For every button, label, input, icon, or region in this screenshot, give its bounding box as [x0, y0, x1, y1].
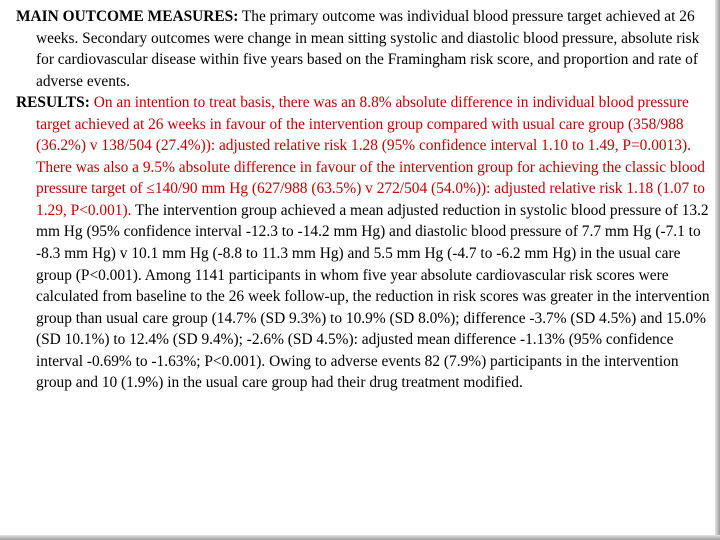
abstract-content	[16, 6, 713, 394]
results-highlighted-text: On an intention to treat basis, there was an 8.8% absolute difference in individual blood pressure target achieved at 26 weeks in favour of the intervention group compared with usual care group (358/988 (36.2%) v 138/504 (27.4%)): adjusted relative risk 1.28 (95% confidence interval 1.10 to 1.49, P=0.0013). There was also a 9.5% absolute difference in favour of the intervention group for achieving the classic blood pressure target of ≤140/90 mm Hg (627/988 (63.5%) v 272/504 (54.0%)): adjusted relative risk 1.18 (1.07 to 1.29, P<0.001).	[36, 94, 705, 219]
slide-shadow-right	[715, 0, 720, 540]
main-outcome-measures-label: MAIN OUTCOME MEASURES:	[16, 8, 239, 25]
results-text: The intervention group achieved a mean adjusted reduction in systolic blood pressure of 13.2 mm Hg (95% confidence interval -12.3 to -14.2 mm Hg) and diastolic blood pressure of 7.7 mm Hg (-7.1 to -8.3 mm Hg) v 10.1 mm Hg (-8.8 to 11.3 mm Hg) and 5.5 mm Hg (-4.7 to -6.2 mm Hg) in the usual care group (P<0.001). Among 1141 participants in whom five year absolute cardiovascular risk scores were calculated from baseline to the 26 week follow-up, the reduction in risk scores was greater in the intervention group than usual care group (14.7% (SD 9.3%) to 10.9% (SD 8.0%); difference -3.7% (SD 4.5%) and 15.0% (SD 10.1%) to 12.4% (SD 9.4%); -2.6% (SD 4.5%): adjusted mean difference -1.13% (95% confidence interval -0.69% to -1.63%; P<0.001). Owing to adverse events 82 (7.9%) participants in the intervention group and 10 (1.9%) in the usual care group had their drug treatment modified.	[36, 201, 710, 392]
results-paragraph	[16, 92, 713, 394]
main-outcome-measures-paragraph	[16, 6, 713, 92]
main-outcome-measures-text: The primary outcome was individual blood pressure target achieved at 26 weeks. Secondary outcomes were change in mean sitting systolic and diastolic blood pressure, absolute risk for cardiovascular disease within five years based on the Framingham risk score, and proportion and rate of adverse events.	[36, 8, 700, 90]
slide-shadow-bottom	[0, 535, 720, 540]
results-label: RESULTS:	[16, 94, 90, 112]
